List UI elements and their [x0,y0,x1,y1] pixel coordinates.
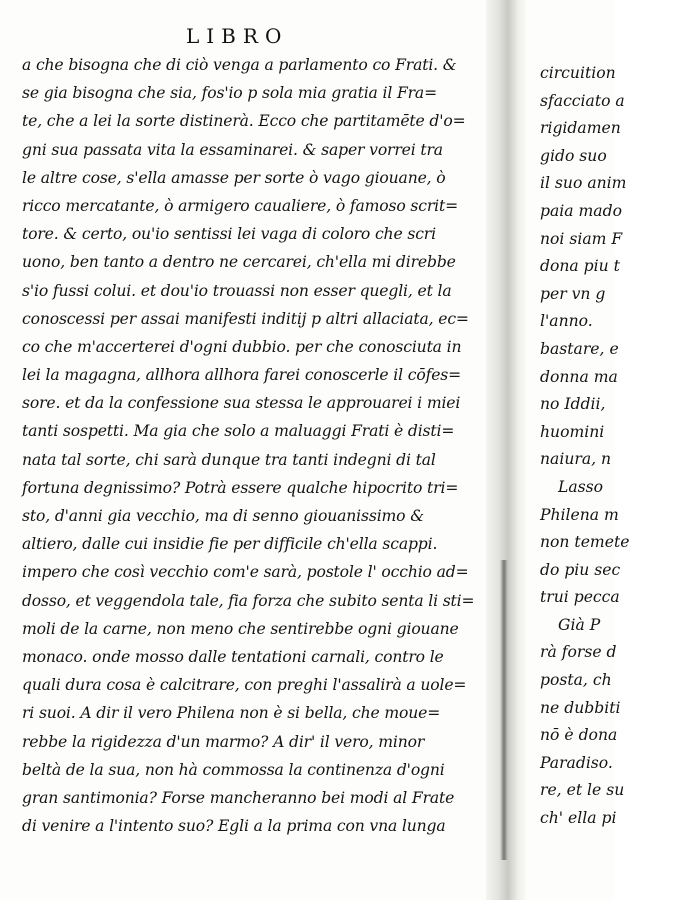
text-line: tanti sospetti. Ma gia che solo a maluaggi Frati è disti= [22,422,455,441]
right-text-line: sfacciato a [540,91,625,110]
text-line: nata tal sorte, chi sarà dunque tra tanti indegni di tal [22,450,436,469]
right-text-line: ne dubbiti [540,698,621,717]
right-text-line: trui pecca [540,588,620,607]
text-line: altiero, dalle cui insidie fie per difficile ch'ella scappi. [22,535,438,554]
right-text-line: per vn g [540,284,606,303]
text-line: te, che a lei la sorte distinerà. Ecco che partitamēte d'o= [22,112,466,131]
text-line: gran santimonia? Forse mancheranno bei modi al Frate [22,788,455,807]
right-text-line: l'anno. [540,312,593,331]
right-text-line: rigidamen [540,119,621,138]
text-line: conoscessi per assai manifesti inditij p altri allaciata, ec= [22,309,469,328]
text-line: moli de la carne, non meno che sentirebbe ogni giouane [22,619,459,638]
text-line: ricco mercatante, ò armigero caualiere, ò famoso scrit= [22,196,459,215]
right-text-line: ch' ella pi [540,809,617,828]
text-line: s'io fussi colui. et dou'io trouassi non esser quegli, et la [22,281,452,300]
text-line: dosso, et veggendola tale, fia forza che subito senta li sti= [22,591,475,610]
text-line: impero che così vecchio com'e sarà, postole l' occhio ad= [22,563,469,582]
text-line: monaco. onde mosso dalle tentationi carnali, contro le [22,647,444,666]
right-text-line: rà forse d [540,643,617,662]
running-head: LIBRO [186,24,289,48]
text-line: lei la magagna, allhora allhora farei conoscerle il cōfes= [22,366,462,385]
right-text-line: gido suo [540,146,607,165]
right-text-line: nō è dona [540,726,618,745]
text-line: uono, ben tanto a dentro ne cercarei, ch'ella mi direbbe [22,253,456,272]
right-text-line: naiura, n [540,450,612,469]
right-text-line: posta, ch [540,671,612,690]
text-line: gni sua passata vita la essaminarei. & saper vorrei tra [22,140,443,159]
text-line: a che bisogna che di ciò venga a parlamento co Frati. & [22,56,457,74]
text-line: beltà de la sua, non hà commossa la continenza d'ogni [22,760,445,779]
right-text-line: paia mado [540,201,622,220]
right-text-line: non temete [540,533,630,552]
text-line: le altre cose, s'ella amasse per sorte ò vago giouane, ò [22,168,446,187]
right-text-line: bastare, e [540,339,619,358]
text-line: di venire a l'intento suo? Egli a la prima con vna lunga [22,817,446,836]
right-text-line: dona piu t [540,257,620,276]
right-text-line: do piu sec [540,560,621,579]
right-text-line: noi siam F [540,229,623,248]
right-text-line: Lasso [558,477,604,496]
text-line: rebbe la rigidezza d'un marmo? A dir' il vero, minor [22,732,425,751]
text-line: sore. et da la confessione sua stessa le approuarei i miei [22,394,461,413]
right-page [526,0,630,900]
text-line: quali dura cosa è calcitrare, con preghi l'assalirà a uole= [22,676,467,695]
right-text-line: Già P [558,615,601,634]
right-text-line: re, et le su [540,781,625,800]
binding-mark [500,560,508,860]
text-line: co che m'accerterei d'ogni dubbio. per che conosciuta in [22,337,462,356]
right-text-line: circuition [540,64,616,82]
right-text-line: Philena m [540,505,619,524]
right-text-line: huomini [540,422,605,441]
body-text [22,51,474,840]
right-text-line: Paradiso. [540,753,613,772]
right-text-line: donna ma [540,367,618,386]
text-line: ri suoi. A dir il vero Philena non è si bella, che moue= [22,704,441,723]
text-line: fortuna degnissimo? Potrà essere qualche hipocrito tri= [22,478,459,497]
text-line: sto, d'anni gia vecchio, ma di senno giouanissimo & [22,507,424,525]
text-line: se gia bisogna che sia, fos'io p sola mia gratia il Fra= [22,84,437,103]
right-text-line: il suo anim [540,174,627,193]
right-text-line: no Iddii, [540,395,606,414]
right-page-text [540,60,700,833]
text-line: tore. & certo, ou'io sentissi lei vaga di coloro che scri [22,225,436,244]
